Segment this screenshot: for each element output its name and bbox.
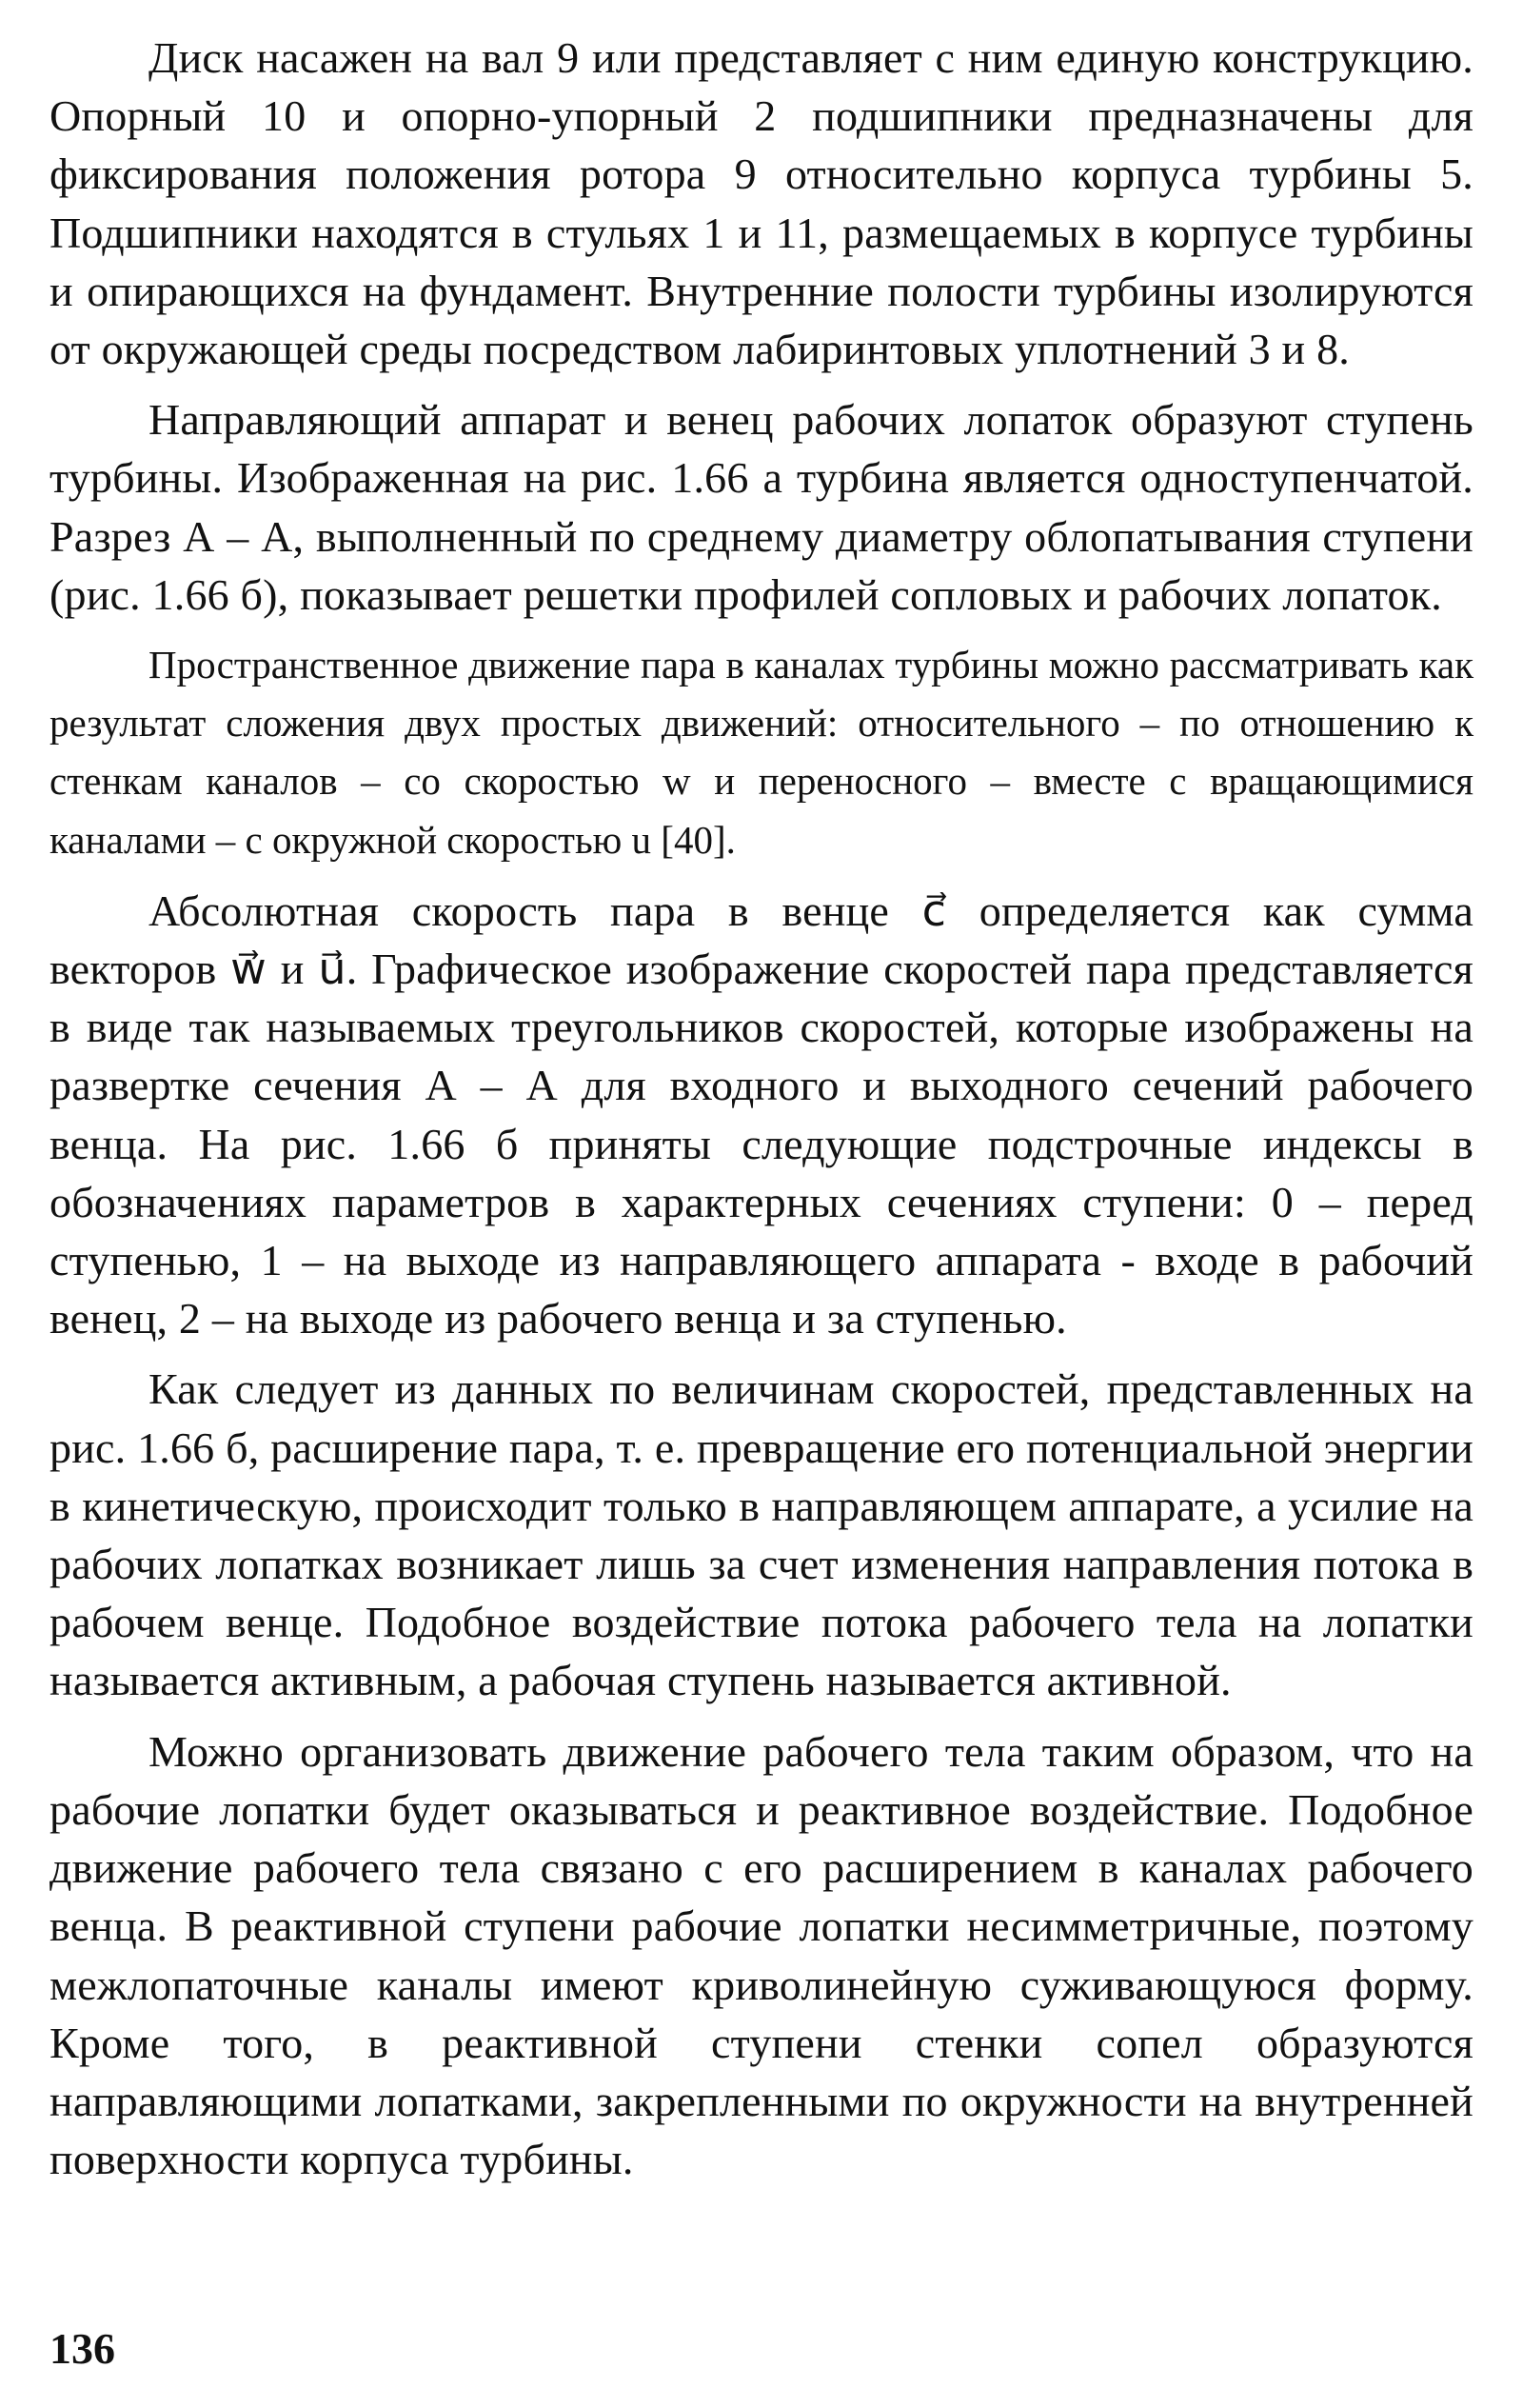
paragraph: Пространственное движение пара в каналах турбины можно рассматривать как результат сложения двух простых движений: относительного – по отношению к стенкам каналов – со скоростью w и переносного – вместе с вращающимися каналами – с окружной скоростью u [40]. [49, 643, 1474, 862]
paragraph: Диск насажен на вал 9 или представляет с ним единую конструкцию. Опорный 10 и опорно-упорный 2 подшипники предназначены для фиксирования положения ротора 9 относительно корпуса турбины 5. Подшипники находятся в стульях 1 и 11, размещаемых в корпусе турбины и опирающихся на фундамент. Внутренние полости турбины изолируются от окружающей среды посредством лабиринтовых уплотнений 3 и 8. [49, 33, 1474, 374]
page-body [49, 29, 1474, 2188]
paragraph: Направляющий аппарат и венец рабочих лопаток образуют ступень турбины. Изображенная на рис. 1.66 а турбина является одноступенчатой. Разрез А – А, выполненный по среднему диаметру облопатывания ступени (рис. 1.66 б), показывает решетки профилей сопловых и рабочих лопаток. [49, 395, 1474, 619]
paragraph: Можно организовать движение рабочего тела таким образом, что на рабочие лопатки будет оказываться и реактивное воздействие. Подобное движение рабочего тела связано с его расширением в каналах рабочего венца. В реактивной ступени рабочие лопатки несимметричные, поэтому межлопаточные каналы имеют криволинейную суживающуюся форму. Кроме того, в реактивной ступени стенки сопел образуются направляющими лопатками, закрепленными по окружности на внутренней поверхности корпуса турбины. [49, 1726, 1474, 2184]
paragraph: Абсолютная скорость пара в венце c⃗ определяется как сумма векторов w⃗ и u⃗. Графическое изображение скоростей пара представляется в виде так называемых треугольников скоростей, которые изображены на развертке сечения А – А для входного и выходного сечений рабочего венца. На рис. 1.66 б приняты следующие подстрочные индексы в обозначениях параметров в характерных сечениях ступени: 0 – перед ступенью, 1 – на выходе из направляющего аппарата - входе в рабочий венец, 2 – на выходе из рабочего венца и за ступенью. [49, 886, 1474, 1343]
paragraph: Как следует из данных по величинам скоростей, представленных на рис. 1.66 б, расширение пара, т. е. превращение его потенциальной энергии в кинетическую, происходит только в направляющем аппарате, а усилие на рабочих лопатках возникает лишь за счет изменения направления потока в рабочем венце. Подобное воздействие потока рабочего тела на лопатки называется активным, а рабочая ступень называется активной. [49, 1364, 1474, 1705]
page-number: 136 [49, 2324, 115, 2373]
